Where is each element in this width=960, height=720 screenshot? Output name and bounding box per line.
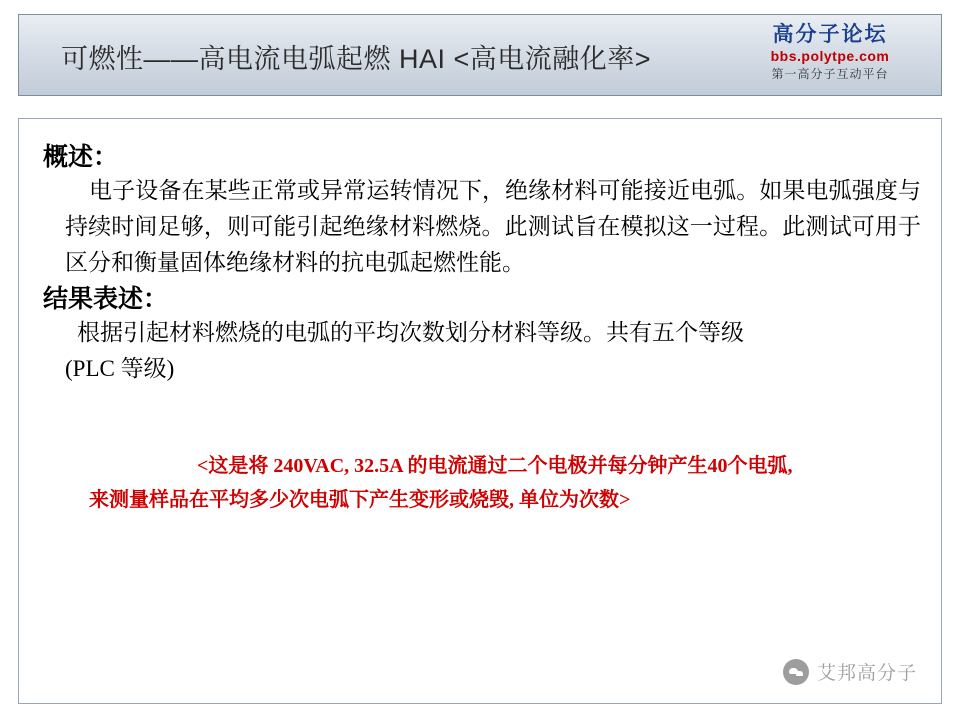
result-paragraph	[65, 315, 921, 387]
result-heading: 结果表述：	[43, 286, 169, 313]
wechat-icon	[783, 659, 809, 685]
page-title: 可燃性——高电流电弧起燃 HAI <高电流融化率>	[61, 44, 652, 74]
red-note-line-1: <这是将 240VAC, 32.5A 的电流通过二个电极并每分钟产生40个电弧,	[197, 455, 793, 477]
logo-subtitle: 第一高分子互动平台	[771, 67, 889, 81]
slide-body	[18, 118, 942, 704]
result-line-1: 根据引起材料燃烧的电弧的平均次数划分材料等级。共有五个等级	[77, 320, 744, 345]
forum-logo	[735, 23, 925, 89]
watermark-label: 艾邦高分子	[816, 663, 917, 684]
red-note-line-2: 来测量样品在平均多少次电弧下产生变形或烧毁, 单位为次数>	[89, 489, 631, 511]
overview-paragraph: 电子设备在某些正常或异常运转情况下，绝缘材料可能接近电弧。如果电弧强度与持续时间足够，则可能引起绝缘材料燃烧。此测试旨在模拟这一过程。此测试可用于区分和衡量固体绝缘材料的抗电弧起燃性能。	[65, 178, 921, 275]
overview-heading: 概述：	[43, 144, 119, 171]
result-line-2: (PLC 等级)	[65, 356, 175, 381]
red-note	[89, 449, 889, 517]
logo-url: bbs.polytpe.com	[770, 48, 890, 64]
slide-header	[18, 14, 942, 96]
watermark	[783, 658, 917, 685]
logo-title: 高分子论坛	[772, 23, 888, 46]
